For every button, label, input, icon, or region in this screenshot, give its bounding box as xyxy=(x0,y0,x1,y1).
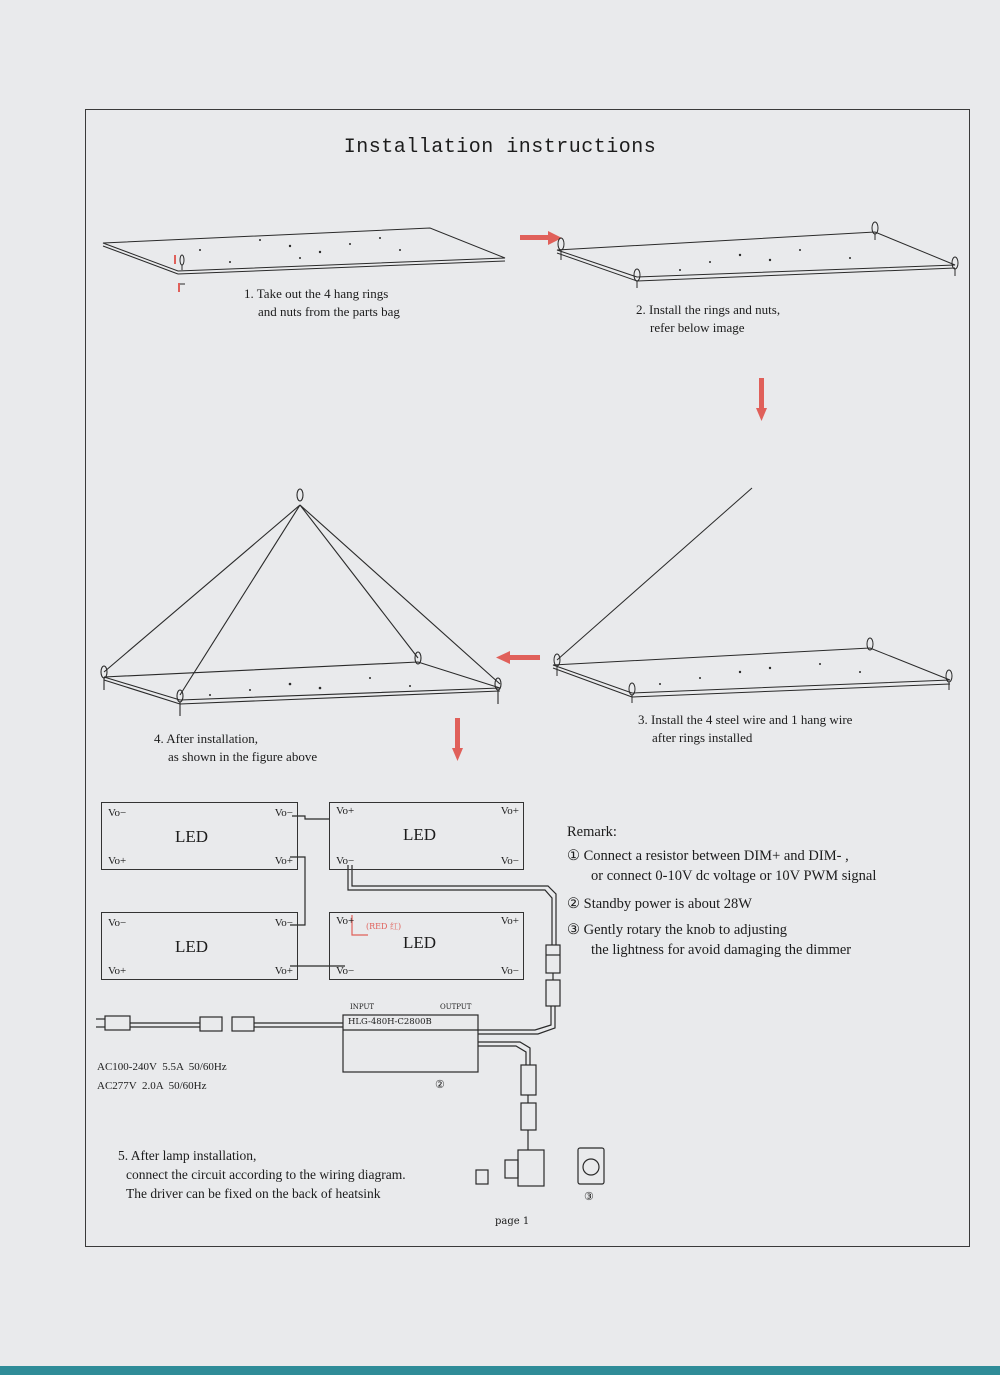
terminal-label: Vo− xyxy=(336,965,355,977)
terminal-label: Vo− xyxy=(500,855,519,867)
remark-heading: Remark: xyxy=(567,824,617,840)
terminal-label: Vo− xyxy=(274,807,293,819)
driver-output-label: OUTPUT xyxy=(440,1003,472,1011)
terminal-label: Vo+ xyxy=(108,965,127,977)
ac-spec: AC100-240V 5.5A 50/60Hz AC277V 2.0A 50/60Hz xyxy=(97,1061,227,1092)
red-wire-note: (RED 红) xyxy=(366,922,402,931)
driver-model: HLG-480H-C2800B xyxy=(348,1017,432,1027)
remark-item-2: ② Standby power is about 28W xyxy=(567,896,752,912)
terminal-label: Vo+ xyxy=(500,805,519,817)
terminal-label: Vo+ xyxy=(274,855,293,867)
terminal-label: Vo+ xyxy=(108,855,127,867)
led-label: LED xyxy=(403,933,437,952)
panel-step4 xyxy=(101,489,501,716)
scan-edge-strip xyxy=(0,1366,1000,1375)
step4-caption: 4. After installation, as shown in the figure above xyxy=(154,731,318,764)
led-panel-4 xyxy=(329,912,524,980)
terminal-label: Vo− xyxy=(274,917,293,929)
terminal-label: Vo+ xyxy=(336,805,355,817)
terminal-label: Vo− xyxy=(108,917,127,929)
panel-step2 xyxy=(557,222,958,288)
page-title: Installation instructions xyxy=(343,136,657,159)
part-marker xyxy=(178,283,180,292)
led-panel-1 xyxy=(101,802,298,870)
step3-caption: 3. Install the 4 steel wire and 1 hang wire after rings installed xyxy=(638,712,853,745)
terminal-label: Vo− xyxy=(108,807,127,819)
terminal-label: Vo− xyxy=(336,855,355,867)
page-number: page 1 xyxy=(495,1216,530,1227)
remark-item-1: ① Connect a resistor between DIM+ and DIM- , or connect 0-10V dc voltage or 10V PWM signal xyxy=(567,848,877,884)
wiring xyxy=(96,816,604,1186)
panel-step3 xyxy=(553,488,952,703)
panel-step1 xyxy=(103,228,505,274)
part-marker xyxy=(174,255,176,264)
arrow-down-icon xyxy=(452,718,463,761)
terminal-label: Vo− xyxy=(500,965,519,977)
driver-marker: ② xyxy=(435,1078,445,1091)
led-panel-2 xyxy=(329,802,524,870)
remark-item-3: ③ Gently rotary the knob to adjusting the lightness for avoid damaging the dimmer xyxy=(567,922,852,958)
arrow-down-icon xyxy=(756,378,767,421)
dimmer-marker: ③ xyxy=(584,1190,594,1203)
terminal-label: Vo+ xyxy=(500,915,519,927)
driver-input-label: INPUT xyxy=(350,1003,375,1011)
arrow-left-icon xyxy=(496,651,540,664)
step2-caption: 2. Install the rings and nuts, refer below image xyxy=(636,302,781,335)
step5-caption: 5. After lamp installation, connect the circuit according to the wiring diagram. The driver can be fixed on the back of heatsink xyxy=(118,1148,406,1201)
led-label: LED xyxy=(403,825,437,844)
led-label: LED xyxy=(175,937,209,956)
step1-caption: 1. Take out the 4 hang rings and nuts from the parts bag xyxy=(244,286,400,319)
terminal-label: Vo+ xyxy=(336,915,355,927)
terminal-label: Vo+ xyxy=(274,965,293,977)
arrow-right-icon xyxy=(520,231,562,245)
led-panel-3 xyxy=(101,912,298,980)
led-label: LED xyxy=(175,827,209,846)
